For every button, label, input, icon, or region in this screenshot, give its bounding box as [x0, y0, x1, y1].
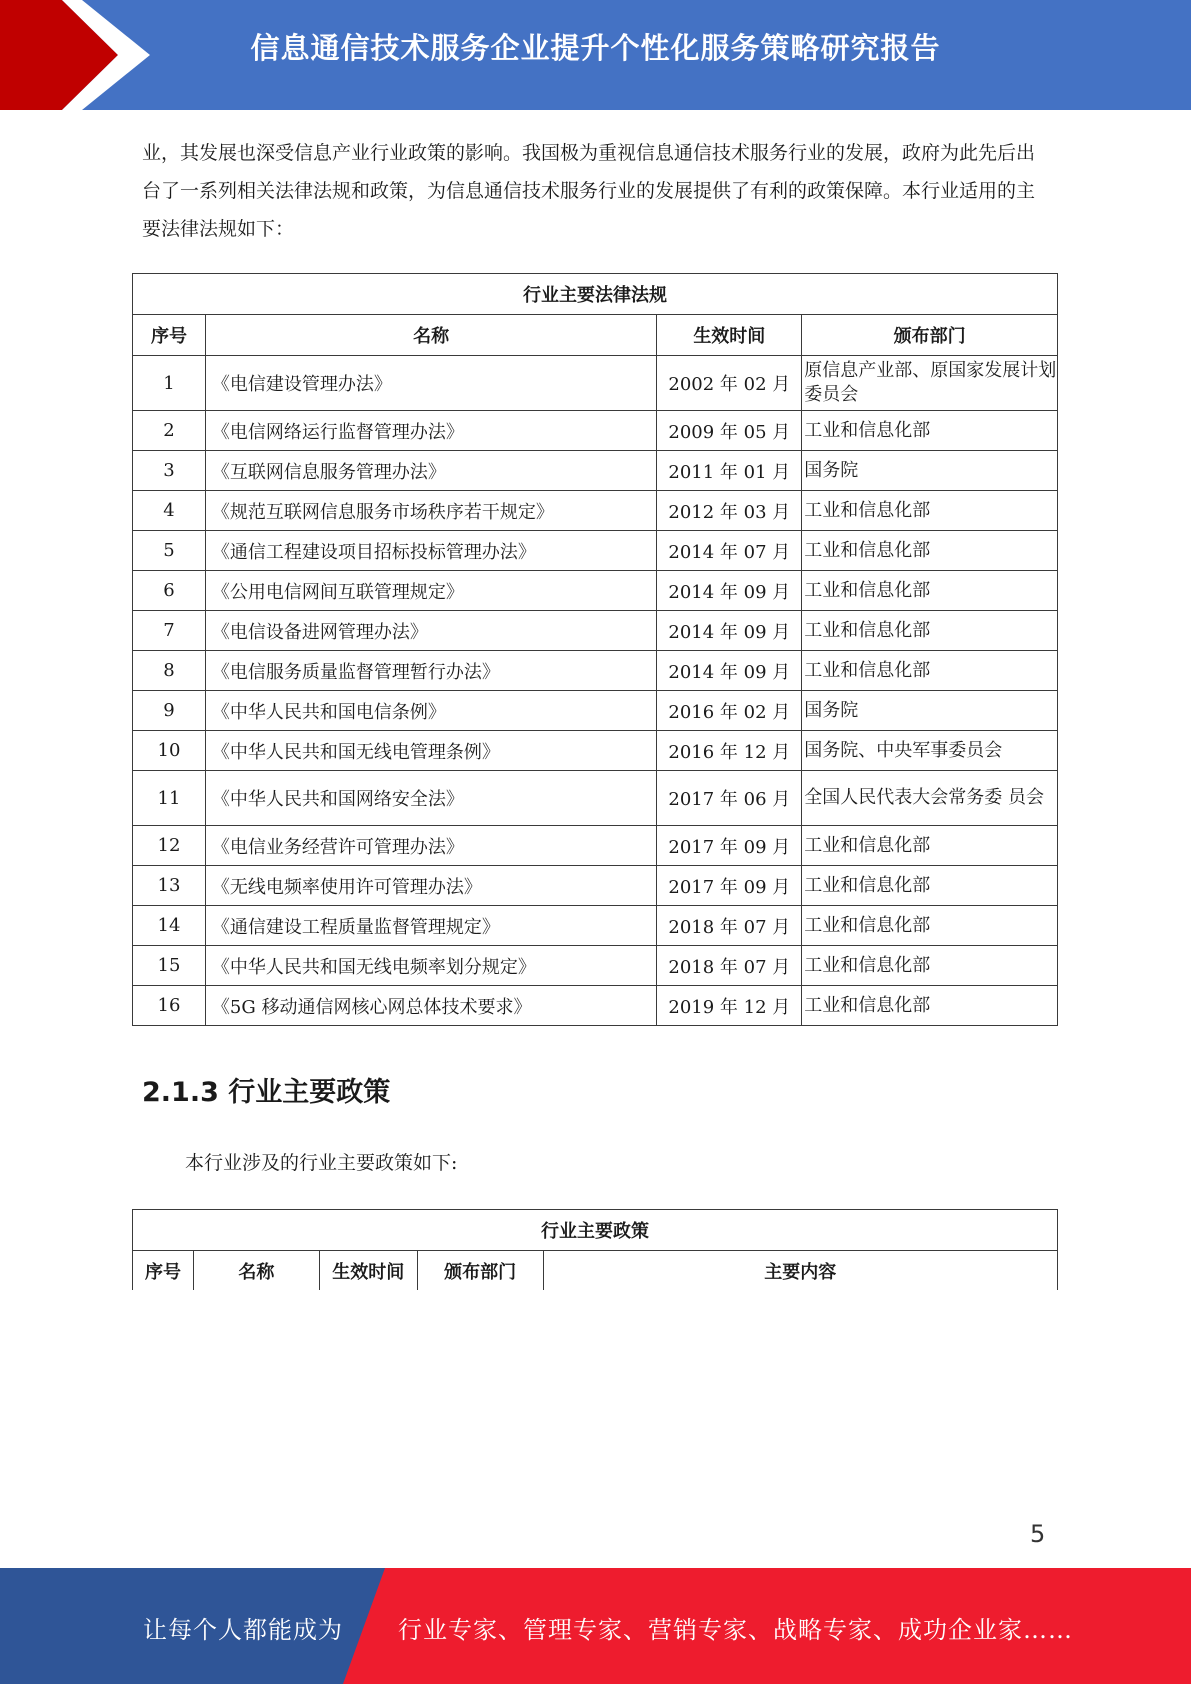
table-row: [133, 531, 1058, 571]
cell-date: 2009 年 05 月: [657, 411, 802, 451]
cell-department: 工业和信息化部: [802, 946, 1058, 986]
table-row: [133, 571, 1058, 611]
table-row: [133, 771, 1058, 826]
cell-date: 2017 年 06 月: [657, 771, 802, 826]
cell-name: 《通信建设工程质量监督管理规定》: [205, 906, 656, 946]
header-issuing-department: 颁布部门: [417, 1251, 543, 1291]
laws-table-header: [133, 315, 1058, 356]
cell-index: 16: [133, 986, 206, 1026]
table-row: [133, 946, 1058, 986]
cell-index: 9: [133, 691, 206, 731]
cell-name: 《中华人民共和国无线电频率划分规定》: [205, 946, 656, 986]
cell-date: 2018 年 07 月: [657, 906, 802, 946]
footer-slogan-right: 行业专家、管理专家、营销专家、战略专家、成功企业家……: [398, 1616, 1073, 1644]
cell-department: 原信息产业部、原国家发展计划委员会: [802, 356, 1058, 411]
cell-index: 3: [133, 451, 206, 491]
laws-table-caption: 行业主要法律法规: [133, 274, 1058, 315]
intro-paragraph: 业，其发展也深受信息产业行业政策的影响。我国极为重视信息通信技术服务行业的发展，政府为此先后出台了一系列相关法律法规和政策，为信息通信技术服务行业的发展提供了有利的政策保障。本行业适用的主要法律法规如下：: [142, 142, 1036, 240]
cell-index: 12: [133, 826, 206, 866]
cell-department: 工业和信息化部: [802, 531, 1058, 571]
cell-name: 《无线电频率使用许可管理办法》: [205, 866, 656, 906]
cell-department: 工业和信息化部: [802, 411, 1058, 451]
cell-date: 2002 年 02 月: [657, 356, 802, 411]
cell-department: 工业和信息化部: [802, 866, 1058, 906]
header-index: 序号: [133, 1251, 194, 1291]
page-header: [0, 0, 1191, 110]
cell-name: 《中华人民共和国无线电管理条例》: [205, 731, 656, 771]
table-row: [133, 826, 1058, 866]
cell-department: 工业和信息化部: [802, 826, 1058, 866]
page-number: 5: [1030, 1520, 1046, 1548]
header-name: 名称: [193, 1251, 319, 1291]
header-main-content: 主要内容: [543, 1251, 1057, 1291]
cell-index: 13: [133, 866, 206, 906]
cell-date: 2012 年 03 月: [657, 491, 802, 531]
table-row: [133, 611, 1058, 651]
report-title: 信息通信技术服务企业提升个性化服务策略研究报告: [250, 31, 941, 65]
page-footer: [0, 1568, 1191, 1684]
header-name: 名称: [205, 315, 656, 356]
section-heading: 2.1.3 行业主要政策: [142, 1077, 391, 1108]
policies-table-header: [133, 1251, 1058, 1291]
cell-department: 工业和信息化部: [802, 906, 1058, 946]
cell-department: 国务院: [802, 691, 1058, 731]
table-row: [133, 411, 1058, 451]
cell-date: 2011 年 01 月: [657, 451, 802, 491]
cell-department: 工业和信息化部: [802, 611, 1058, 651]
cell-date: 2014 年 07 月: [657, 531, 802, 571]
cell-name: 《电信设备进网管理办法》: [205, 611, 656, 651]
cell-name: 《通信工程建设项目招标投标管理办法》: [205, 531, 656, 571]
cell-department: 工业和信息化部: [802, 491, 1058, 531]
cell-date: 2014 年 09 月: [657, 651, 802, 691]
cell-index: 10: [133, 731, 206, 771]
cell-name: 《5G 移动通信网核心网总体技术要求》: [205, 986, 656, 1026]
cell-name: 《电信业务经营许可管理办法》: [205, 826, 656, 866]
cell-date: 2018 年 07 月: [657, 946, 802, 986]
cell-date: 2016 年 02 月: [657, 691, 802, 731]
cell-department: 工业和信息化部: [802, 651, 1058, 691]
cell-index: 14: [133, 906, 206, 946]
policies-table: [132, 1209, 1058, 1290]
footer-slogan-left: 让每个人都能成为: [143, 1616, 343, 1644]
cell-index: 11: [133, 771, 206, 826]
cell-name: 《互联网信息服务管理办法》: [205, 451, 656, 491]
cell-date: 2017 年 09 月: [657, 866, 802, 906]
cell-index: 5: [133, 531, 206, 571]
cell-date: 2014 年 09 月: [657, 571, 802, 611]
header-effective-date: 生效时间: [319, 1251, 417, 1291]
table-row: [133, 651, 1058, 691]
header-effective-date: 生效时间: [657, 315, 802, 356]
table-row: [133, 986, 1058, 1026]
cell-index: 2: [133, 411, 206, 451]
cell-index: 1: [133, 356, 206, 411]
cell-index: 4: [133, 491, 206, 531]
cell-date: 2019 年 12 月: [657, 986, 802, 1026]
cell-name: 《规范互联网信息服务市场秩序若干规定》: [205, 491, 656, 531]
cell-index: 15: [133, 946, 206, 986]
table-row: [133, 906, 1058, 946]
cell-date: 2017 年 09 月: [657, 826, 802, 866]
cell-name: 《中华人民共和国网络安全法》: [205, 771, 656, 826]
cell-department: 国务院、中央军事委员会: [802, 731, 1058, 771]
header-index: 序号: [133, 315, 206, 356]
table-row: [133, 491, 1058, 531]
policies-table-caption: 行业主要政策: [133, 1210, 1058, 1251]
cell-name: 《公用电信网间互联管理规定》: [205, 571, 656, 611]
cell-index: 8: [133, 651, 206, 691]
header-issuing-department: 颁布部门: [802, 315, 1058, 356]
cell-name: 《电信服务质量监督管理暂行办法》: [205, 651, 656, 691]
cell-department: 工业和信息化部: [802, 571, 1058, 611]
table-row: [133, 731, 1058, 771]
laws-table: [132, 273, 1058, 1026]
cell-name: 《电信网络运行监督管理办法》: [205, 411, 656, 451]
table-row: [133, 866, 1058, 906]
table-row: [133, 451, 1058, 491]
cell-date: 2016 年 12 月: [657, 731, 802, 771]
cell-name: 《电信建设管理办法》: [205, 356, 656, 411]
cell-department: 国务院: [802, 451, 1058, 491]
cell-department: 工业和信息化部: [802, 986, 1058, 1026]
cell-department: 全国人民代表大会常务委 员会: [802, 771, 1058, 826]
table-row: [133, 691, 1058, 731]
cell-index: 7: [133, 611, 206, 651]
cell-name: 《中华人民共和国电信条例》: [205, 691, 656, 731]
cell-index: 6: [133, 571, 206, 611]
cell-date: 2014 年 09 月: [657, 611, 802, 651]
section-intro: 本行业涉及的行业主要政策如下:: [185, 1152, 458, 1174]
table-row: [133, 356, 1058, 411]
